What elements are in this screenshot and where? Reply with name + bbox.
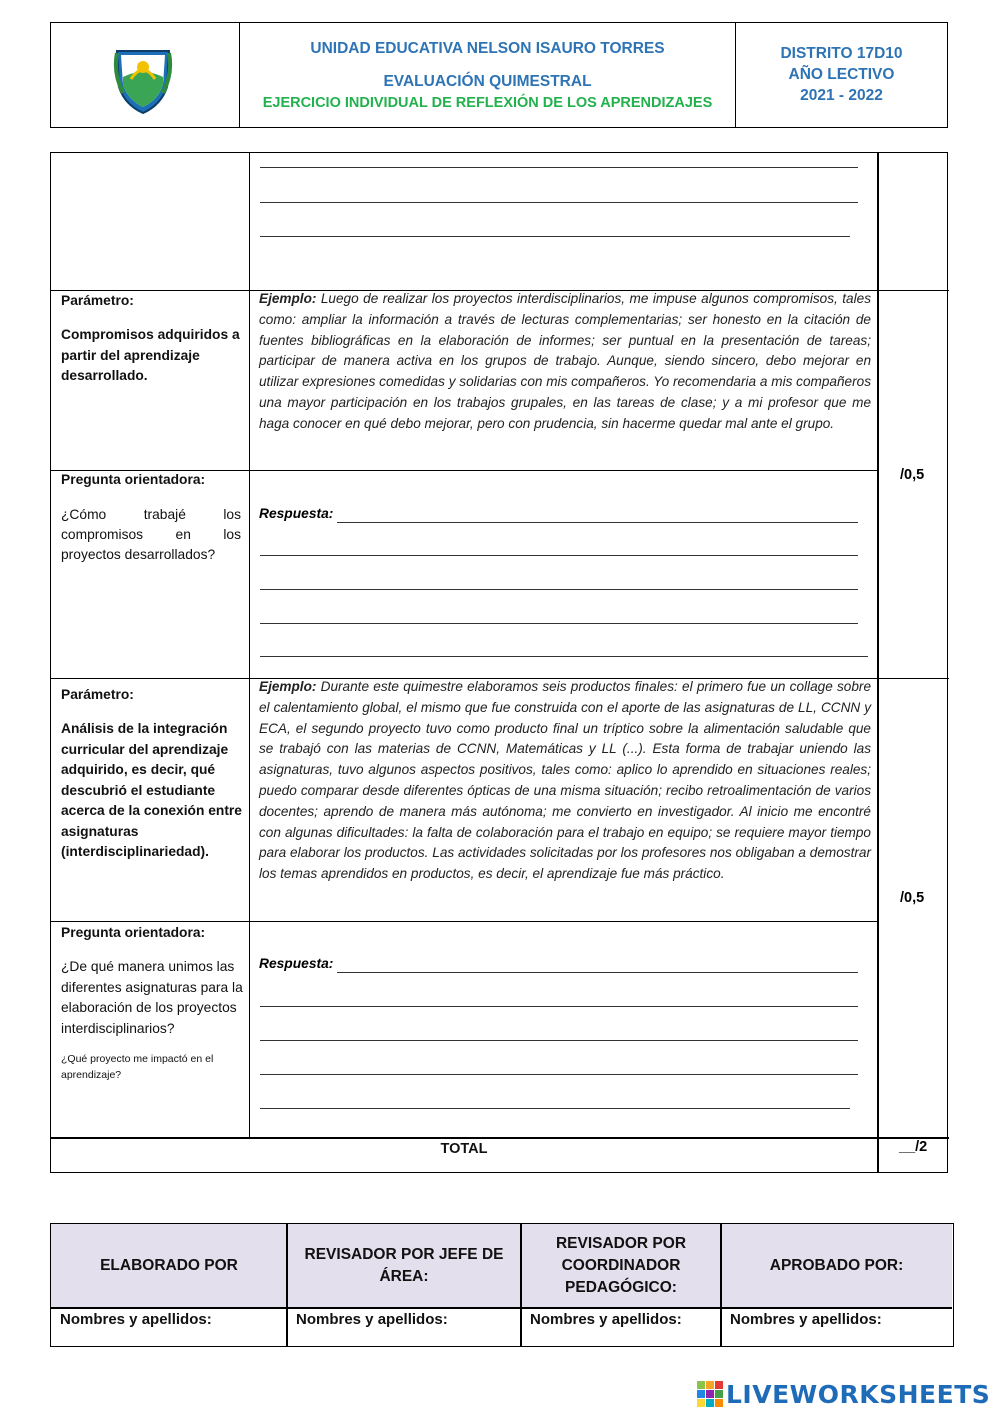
total-label: TOTAL (440, 1141, 488, 1157)
answer-1-input[interactable] (337, 522, 858, 523)
answer-line[interactable] (260, 1006, 858, 1007)
liveworksheets-logo[interactable] (697, 1379, 990, 1409)
school-title-cell (240, 23, 736, 127)
sig-header-jefe-area: REVISADOR POR JEFE DE ÁREA: (287, 1224, 521, 1307)
answer-2-label: Respuesta: (259, 956, 334, 971)
answer-line[interactable] (260, 1074, 858, 1075)
evaluation-title: EVALUACIÓN QUIMESTRAL (383, 73, 592, 90)
question-2-sub: ¿Qué proyecto me impactó en el aprendizaje? (61, 1053, 214, 1081)
answer-line[interactable] (260, 202, 858, 203)
sig-name-aprobado[interactable]: Nombres y apellidos: (730, 1311, 882, 1328)
question-1-line3: proyectos desarrollados? (61, 547, 216, 562)
answer-line[interactable] (260, 589, 858, 590)
liveworksheets-grid-icon (697, 1381, 723, 1407)
example-1-label: Ejemplo: (259, 291, 317, 306)
example-2 (259, 677, 871, 885)
answer-line[interactable] (260, 656, 868, 657)
exercise-title: EJERCICIO INDIVIDUAL DE REFLEXIÓN DE LOS APRENDIZAJES (262, 95, 713, 111)
example-2-label: Ejemplo: (259, 679, 317, 694)
school-logo-cell (51, 23, 240, 127)
answer-line[interactable] (260, 1040, 858, 1041)
sig-name-jefe-area[interactable]: Nombres y apellidos: (296, 1311, 448, 1328)
answer-1-label: Respuesta: (259, 506, 334, 521)
answer-line[interactable] (260, 1108, 850, 1109)
answer-line[interactable] (260, 623, 858, 624)
question-1-label: Pregunta orientadora: (61, 472, 206, 487)
param-2-text: Análisis de la integración curricular del aprendizaje adquirido, es decir, qué descubrió el estudiante acerca de la conexión entre asignaturas (interdisciplinariedad). (61, 721, 242, 859)
example-1 (259, 289, 871, 435)
example-2-text: Durante este quimestre elaboramos seis productos finales: el primero fue un collage sobre el calentamiento global, el mismo que fue construida con el aporte de las asignaturas de LL, CCNN y ECA, el segundo proyecto tuvo como producto final un tríptico sobre la alimentación saludable que se trabajó con las materias de CCNN, Matemáticas y LL (...). Esta forma de trabajar uniendo las asignaturas, tuvo algunos aspectos positivos, tales como: aplico lo aprendido en situaciones reales; puedo comparar desde diferentes ópticas de una misma situación; recibo retroalimentación de varios docentes; aprendo de manera más autónoma; me convierto en investigador. Al inicio me encontré con algunas dificultades: la falta de colaboración para el trabajo en equipo; se requiere mayor tiempo para elaborar los productos. Las actividades solicitadas por los profesores nos obligaban a demostrar los temas aprendidos en productos, es decir, el aprendizaje fue más práctico. (259, 679, 872, 882)
district-label: DISTRITO 17D10 (780, 45, 903, 62)
question-2-label: Pregunta orientadora: (61, 925, 206, 940)
param-1-label: Parámetro: (61, 293, 134, 308)
sig-header-aprobado: APROBADO POR: (721, 1224, 952, 1307)
school-shield-icon (111, 43, 175, 115)
score-2: /0,5 (900, 890, 925, 906)
signature-table (50, 1223, 954, 1347)
answer-line[interactable] (260, 236, 850, 237)
total-score[interactable]: __/2 (899, 1139, 928, 1155)
sig-header-coordinador: REVISADOR POR COORDINADOR PEDAGÓGICO: (521, 1224, 721, 1307)
district-cell (736, 23, 947, 127)
sig-name-coordinador[interactable]: Nombres y apellidos: (530, 1311, 682, 1328)
answer-line[interactable] (260, 555, 858, 556)
school-name: UNIDAD EDUCATIVA NELSON ISAURO TORRES (310, 40, 665, 57)
brand-name: LIVEWORKSHEETS (726, 1379, 991, 1409)
document-header (50, 22, 948, 128)
answer-line[interactable] (260, 167, 858, 168)
param-1-text: Compromisos adquiridos a partir del aprendizaje desarrollado. (61, 327, 240, 383)
example-1-text: Luego de realizar los proyectos interdisciplinarios, me impuse algunos compromisos, tales como: ampliar la información a través de lecturas complementarias; ser honesto en la citación de fuentes bibliográficas en la elaboración de informes; ser puntual en la presentación de tareas; participar de manera activa en los grupos de trabajo. Aunque, siendo sincero, debo mejorar en utilizar expresiones comedidas y solidarias con mis compañeros. Yo recomendaria a mis compañeros una mayor participación en los trabajos grupales, en las tareas de clase; y a mi profesor que me haga conocer en qué debo mejorar, pero con prudencia, sin hacerme quedar mal ante el grupo. (259, 291, 871, 431)
sig-name-elaborado[interactable]: Nombres y apellidos: (60, 1311, 212, 1328)
reflection-table (50, 152, 948, 1173)
question-2-text: ¿De qué manera unimos las diferentes asignaturas para la elaboración de los proyectos interdisciplinarios? (61, 959, 243, 1036)
question-1-line2: compromisos en los (61, 527, 241, 542)
question-1-line1: ¿Cómo trabajé los (61, 507, 241, 522)
school-year: 2021 - 2022 (800, 87, 883, 104)
sig-header-elaborado: ELABORADO POR (51, 1224, 287, 1307)
answer-2-input[interactable] (337, 972, 858, 973)
score-1: /0,5 (900, 467, 925, 483)
year-label: AÑO LECTIVO (788, 66, 895, 83)
param-2-label: Parámetro: (61, 687, 134, 702)
